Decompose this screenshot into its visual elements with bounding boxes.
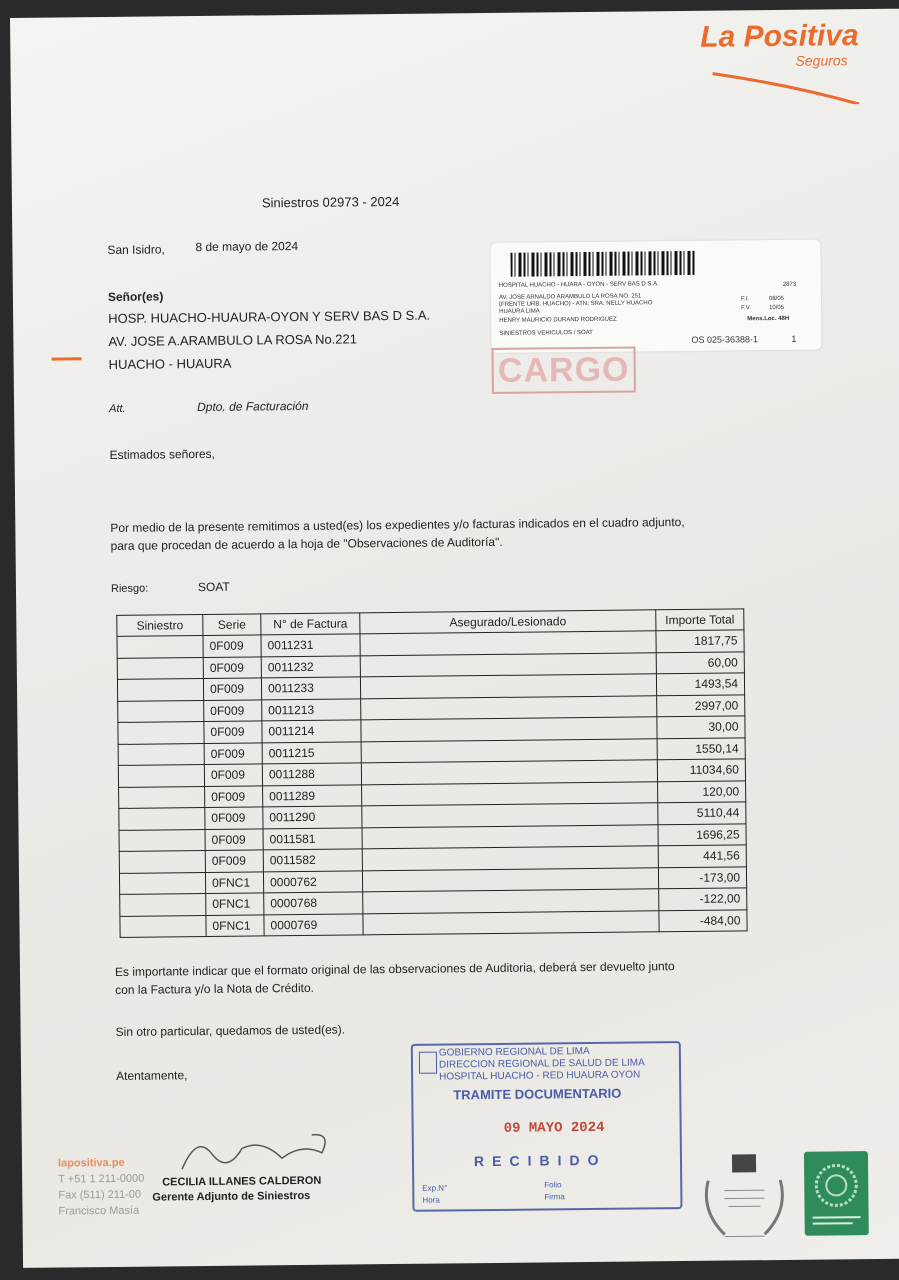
- reference-number: Siniestros 02973 - 2024: [261, 193, 400, 211]
- invoice-table: [116, 608, 747, 938]
- riesgo-label: Riesgo:: [110, 582, 149, 595]
- table-cell: -484,00: [659, 909, 747, 931]
- column-header: Serie: [203, 614, 261, 636]
- company-logo-sub: Seguros: [795, 52, 848, 69]
- stamp-line: DIRECCION REGIONAL DE SALUD DE LIMA: [438, 1057, 645, 1071]
- table-cell: [118, 722, 204, 744]
- certification-badge-icon: [804, 1151, 869, 1236]
- recipient-name: HOSP. HUACHO-HUAURA-OYON Y SERV BAS D S.A.: [108, 307, 431, 326]
- courier-label: [490, 240, 821, 353]
- footer-tel: T +51 1 211-0000: [58, 1172, 145, 1186]
- stamp-firma-label: Firma: [544, 1192, 565, 1202]
- table-cell: 0011232: [261, 655, 360, 678]
- table-cell: 120,00: [658, 780, 746, 802]
- table-cell: [118, 765, 204, 787]
- table-cell: 0000762: [263, 870, 362, 893]
- sticker-fv-value: 10/05: [769, 304, 785, 312]
- table-cell: [362, 867, 658, 892]
- table-cell: 0011581: [263, 827, 362, 850]
- table-cell: 0F009: [204, 721, 262, 743]
- table-cell: 0011288: [262, 763, 361, 786]
- table-cell: 30,00: [657, 716, 745, 738]
- table-cell: [361, 717, 657, 742]
- table-cell: [117, 636, 203, 658]
- table-cell: [360, 652, 656, 677]
- letter-date: 8 de mayo de 2024: [195, 238, 299, 255]
- table-cell: 5110,44: [658, 802, 746, 824]
- footer-fax: Fax (511) 211-00: [58, 1188, 142, 1202]
- table-cell: [360, 674, 656, 699]
- table-cell: [361, 738, 657, 763]
- table-cell: 0000769: [264, 913, 363, 936]
- barcode-icon: [510, 251, 695, 277]
- table-cell: [362, 846, 658, 871]
- table-cell: [362, 803, 658, 828]
- table-cell: 0011233: [261, 677, 360, 700]
- table-cell: 0000768: [264, 892, 363, 915]
- table-cell: 0011213: [262, 698, 361, 721]
- award-badge-icon: [694, 1150, 795, 1243]
- column-header: Importe Total: [656, 609, 744, 631]
- table-cell: 0011214: [262, 720, 361, 743]
- sticker-line: SINIESTROS VEHICULOS / SOAT: [499, 329, 593, 337]
- table-cell: 0011215: [262, 741, 361, 764]
- table-cell: 0FNC1: [205, 871, 263, 893]
- sticker-qty: 1: [791, 333, 797, 344]
- riesgo-value: SOAT: [197, 579, 230, 595]
- footer-street: Francisco Masía: [58, 1204, 140, 1218]
- table-cell: [360, 631, 656, 656]
- closing-line: Sin otro particular, quedamos de usted(es).: [115, 1022, 346, 1039]
- table-cell: 1550,14: [657, 737, 745, 759]
- sticker-line: HENRY MAURICIO DURAND RODRIGUEZ: [499, 316, 617, 324]
- table-cell: [363, 889, 659, 914]
- signer-name: CECILIA ILLANES CALDERON: [162, 1174, 322, 1189]
- stamp-exp-label: Exp.N°: [422, 1183, 448, 1193]
- reception-stamp: [411, 1041, 683, 1212]
- shield-icon: [419, 1052, 437, 1074]
- table-cell: [118, 700, 204, 722]
- sticker-fi-value: 08/05: [768, 295, 785, 303]
- stamp-hora-label: Hora: [422, 1195, 440, 1205]
- place: San Isidro,: [107, 242, 165, 257]
- table-cell: 0F009: [205, 807, 263, 829]
- signer-title: Gerente Adjunto de Siniestros: [152, 1189, 311, 1204]
- table-cell: -122,00: [659, 888, 747, 910]
- body-line-2: para que procedan de acuerdo a la hoja de "Observaciones de Auditoría".: [110, 534, 503, 553]
- letter-paper: [10, 9, 899, 1268]
- table-cell: [119, 829, 205, 851]
- table-cell: [361, 695, 657, 720]
- att-value: Dpto. de Facturación: [197, 398, 309, 415]
- table-cell: [119, 851, 205, 873]
- column-header: Asegurado/Lesionado: [360, 610, 656, 634]
- table-cell: [118, 743, 204, 765]
- table-cell: 0011290: [263, 806, 362, 829]
- table-cell: 0F009: [204, 742, 262, 764]
- table-cell: 11034,60: [657, 759, 745, 781]
- sticker-line: AV. JOSE ARNALDO ARAMBULO LA ROSA NO. 251: [498, 293, 642, 301]
- table-cell: [362, 824, 658, 849]
- table-cell: 0F009: [203, 635, 261, 657]
- table-cell: 0011289: [263, 784, 362, 807]
- column-header: N° de Factura: [261, 613, 360, 635]
- footer-web: lapositiva.pe: [57, 1156, 125, 1170]
- closing-greeting: Atentamente,: [116, 1068, 188, 1083]
- table-cell: [120, 915, 206, 937]
- table-cell: 0F009: [204, 764, 262, 786]
- greeting: Estimados señores,: [109, 446, 216, 462]
- stamp-folio-label: Folio: [544, 1180, 562, 1190]
- table-cell: 0F009: [205, 785, 263, 807]
- sticker-line: (FRENTE URB. HUACHO) - ATN: SRA. NELLY HUACHO: [498, 300, 653, 308]
- sticker-code: 2873: [782, 281, 797, 288]
- sticker-line: HOSPITAL HUACHO - HUARA - OYON - SERV BAS D S.A.: [498, 281, 659, 289]
- note-line-1: Es importante indicar que el formato original de las observaciones de Auditoria, deberá ser devuelto junto: [114, 959, 675, 979]
- logo-swoosh-icon: [711, 64, 861, 106]
- orange-dash: [52, 357, 82, 360]
- sticker-os: OS 025-36388-1: [691, 334, 759, 345]
- table-cell: [362, 781, 658, 806]
- stamp-line: GOBIERNO REGIONAL DE LIMA: [438, 1045, 590, 1059]
- sticker-line: HUAURA LIMA: [499, 308, 540, 315]
- note-line-2: con la Factura y/o la Nota de Crédito.: [115, 980, 315, 997]
- table-cell: [117, 657, 203, 679]
- att-label: Att.: [109, 402, 126, 415]
- sticker-fv-label: F.V.: [741, 305, 751, 312]
- table-cell: 1817,75: [656, 630, 744, 652]
- company-logo: La Positiva: [700, 19, 859, 54]
- body-line-1: Por medio de la presente remitimos a usted(es) los expedientes y/o facturas indicados en el cuadro adjunto,: [110, 514, 685, 535]
- table-cell: 0FNC1: [206, 914, 264, 936]
- table-cell: [119, 872, 205, 894]
- salutation: Señor(es): [107, 289, 164, 304]
- table-cell: [119, 808, 205, 830]
- table-cell: 0F009: [203, 656, 261, 678]
- table-cell: 60,00: [656, 651, 744, 673]
- table-cell: 1493,54: [656, 673, 744, 695]
- table-cell: 0011231: [261, 634, 360, 657]
- recipient-city: HUACHO - HUAURA: [108, 355, 232, 372]
- table-cell: 0F009: [205, 828, 263, 850]
- stamp-line: HOSPITAL HUACHO - RED HUAURA OYON: [439, 1069, 641, 1083]
- stamp-title: TRAMITE DOCUMENTARIO: [453, 1085, 622, 1103]
- table-cell: 2997,00: [657, 694, 745, 716]
- table-cell: [117, 679, 203, 701]
- stamp-received: RECIBIDO: [473, 1151, 607, 1170]
- table-cell: 0011582: [263, 849, 362, 872]
- sticker-fi-label: F.I.: [740, 296, 750, 303]
- column-header: Siniestro: [117, 615, 203, 637]
- table-cell: [120, 893, 206, 915]
- table-cell: 0FNC1: [206, 893, 264, 915]
- table-cell: 0F009: [203, 678, 261, 700]
- table-cell: [361, 760, 657, 785]
- table-cell: 1696,25: [658, 823, 746, 845]
- table-cell: [119, 786, 205, 808]
- table-cell: 441,56: [658, 845, 746, 867]
- table-cell: 0F009: [205, 850, 263, 872]
- cargo-stamp: CARGO: [491, 346, 635, 394]
- table-cell: -173,00: [658, 866, 746, 888]
- stamp-date: 09 MAYO 2024: [503, 1119, 605, 1137]
- recipient-address: AV. JOSE A.ARAMBULO LA ROSA No.221: [108, 331, 358, 349]
- table-cell: 0F009: [204, 699, 262, 721]
- sticker-mens: Mens.Loc. 48H: [747, 315, 790, 323]
- table-cell: [363, 910, 659, 935]
